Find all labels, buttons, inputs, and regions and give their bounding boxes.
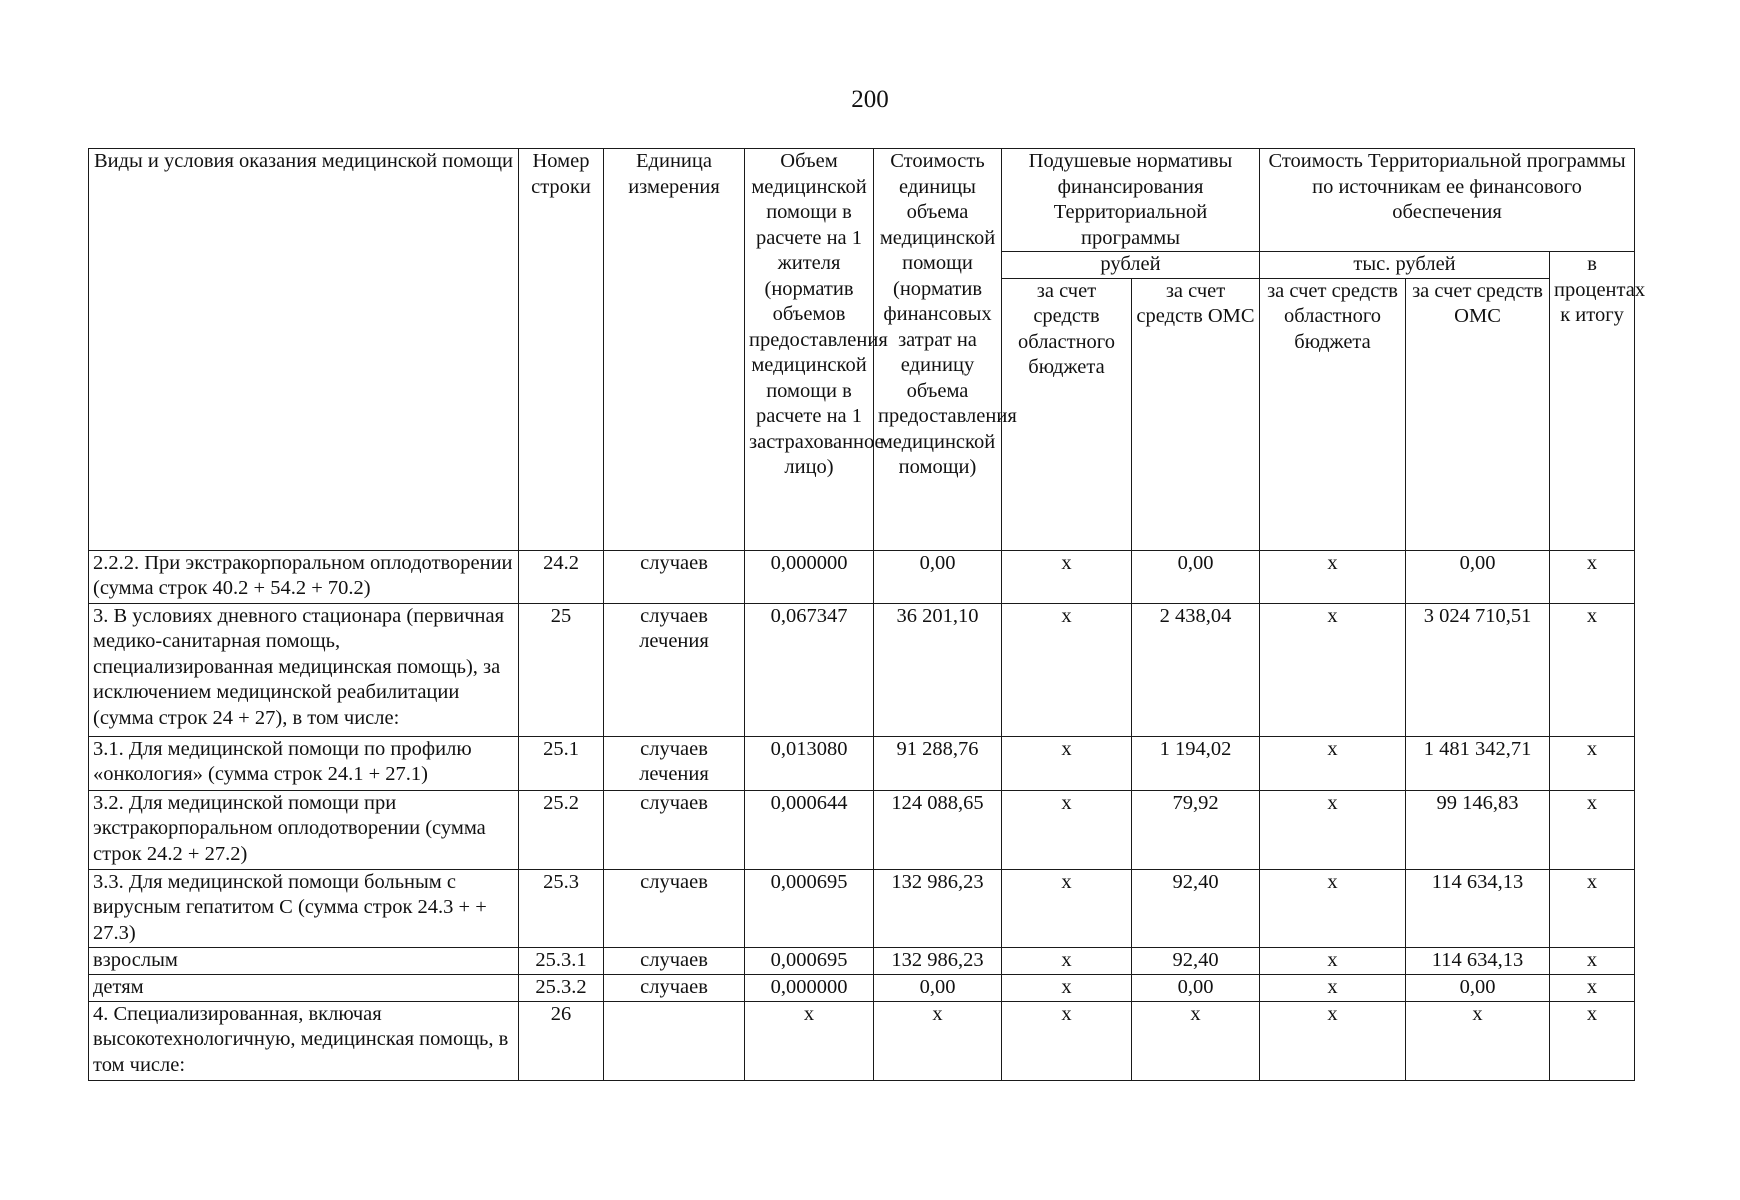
row-pc-budget: х	[1002, 790, 1132, 869]
row-number: 25	[519, 603, 604, 736]
row-tp-oms: 1 481 342,71	[1406, 736, 1550, 790]
row-tp-budget: х	[1260, 974, 1406, 1001]
header-volume: Объем медицинской помощи в расчете на 1 жителя (норматив объемов предоставления медицинской помощи в расчете на 1 застрахованное лицо)	[745, 149, 874, 551]
row-name: 3.3. Для медицинской помощи больным с вирусным гепатитом С (сумма строк 24.3 + + 27.3)	[89, 869, 519, 947]
row-pc-budget: х	[1002, 1001, 1132, 1080]
row-tp-budget: х	[1260, 736, 1406, 790]
row-pc-budget: х	[1002, 550, 1132, 603]
header-regional-budget-2: за счет средств областного бюджета	[1260, 278, 1406, 550]
table-row	[89, 550, 1635, 603]
row-unit: случаев лечения	[604, 736, 745, 790]
header-oms-funds: за счет средств ОМС	[1132, 278, 1260, 550]
row-volume: 0,000000	[745, 550, 874, 603]
header-thousand-rubles: тыс. рублей	[1260, 252, 1550, 279]
row-pc-budget: х	[1002, 603, 1132, 736]
financing-table	[88, 148, 1646, 1081]
row-pct: х	[1550, 790, 1635, 869]
row-volume: 0,000695	[745, 947, 874, 974]
table-row	[89, 947, 1635, 974]
row-tp-oms: 3 024 710,51	[1406, 603, 1550, 736]
row-cost: 124 088,65	[874, 790, 1002, 869]
row-pc-oms: 79,92	[1132, 790, 1260, 869]
row-tp-oms: 0,00	[1406, 974, 1550, 1001]
row-pct: х	[1550, 603, 1635, 736]
row-tp-oms: х	[1406, 1001, 1550, 1080]
row-unit: случаев	[604, 869, 745, 947]
row-number: 25.2	[519, 790, 604, 869]
row-pct: х	[1550, 736, 1635, 790]
row-pc-budget: х	[1002, 947, 1132, 974]
row-pc-budget: х	[1002, 736, 1132, 790]
header-rubles: рублей	[1002, 252, 1260, 279]
row-number: 26	[519, 1001, 604, 1080]
row-name: взрослым	[89, 947, 519, 974]
row-pct: х	[1550, 869, 1635, 947]
header-percent: в процентах к итогу	[1550, 252, 1635, 551]
row-cost: 36 201,10	[874, 603, 1002, 736]
header-program-cost: Стоимость Территориальной программы по источникам ее финансового обеспечения	[1260, 149, 1635, 252]
row-tp-oms: 99 146,83	[1406, 790, 1550, 869]
row-volume: 0,000644	[745, 790, 874, 869]
row-unit: случаев	[604, 974, 745, 1001]
table-row	[89, 736, 1635, 790]
row-name: 3.1. Для медицинской помощи по профилю «онкология» (сумма строк 24.1 + 27.1)	[89, 736, 519, 790]
table-row	[89, 869, 1635, 947]
row-cost: 0,00	[874, 550, 1002, 603]
row-tp-budget: х	[1260, 603, 1406, 736]
row-pc-oms: 2 438,04	[1132, 603, 1260, 736]
row-volume: 0,067347	[745, 603, 874, 736]
row-name: 2.2.2. При экстракорпоральном оплодотворении (сумма строк 40.2 + 54.2 + 70.2)	[89, 550, 519, 603]
row-tp-budget: х	[1260, 790, 1406, 869]
row-tp-budget: х	[1260, 1001, 1406, 1080]
table-row	[89, 790, 1635, 869]
row-number: 25.1	[519, 736, 604, 790]
row-number: 25.3.2	[519, 974, 604, 1001]
row-cost: х	[874, 1001, 1002, 1080]
row-pc-oms: 92,40	[1132, 869, 1260, 947]
header-type: Виды и условия оказания медицинской помощи	[89, 149, 519, 551]
table-row	[89, 1001, 1635, 1080]
header-regional-budget: за счет средств областного бюджета	[1002, 278, 1132, 550]
row-tp-oms: 114 634,13	[1406, 869, 1550, 947]
row-number: 25.3	[519, 869, 604, 947]
row-pc-oms: 0,00	[1132, 550, 1260, 603]
row-cost: 132 986,23	[874, 869, 1002, 947]
row-pct: х	[1550, 550, 1635, 603]
row-pct: х	[1550, 947, 1635, 974]
row-cost: 91 288,76	[874, 736, 1002, 790]
row-unit	[604, 1001, 745, 1080]
row-name: 3.2. Для медицинской помощи при экстракорпоральном оплодотворении (сумма строк 24.2 + 27.2)	[89, 790, 519, 869]
row-number: 25.3.1	[519, 947, 604, 974]
row-pc-oms: 0,00	[1132, 974, 1260, 1001]
page-number: 200	[851, 86, 889, 113]
row-number: 24.2	[519, 550, 604, 603]
row-tp-budget: х	[1260, 550, 1406, 603]
row-volume: 0,013080	[745, 736, 874, 790]
row-unit: случаев	[604, 947, 745, 974]
row-tp-budget: х	[1260, 947, 1406, 974]
row-pc-oms: 92,40	[1132, 947, 1260, 974]
row-tp-oms: 114 634,13	[1406, 947, 1550, 974]
row-unit: случаев	[604, 550, 745, 603]
row-tp-budget: х	[1260, 869, 1406, 947]
row-unit: случаев	[604, 790, 745, 869]
header-unit: Единица измерения	[604, 149, 745, 551]
row-unit: случаев лечения	[604, 603, 745, 736]
table-row	[89, 974, 1635, 1001]
row-pct: х	[1550, 1001, 1635, 1080]
row-name: 3. В условиях дневного стационара (первичная медико-санитарная помощь, специализированная медицинская помощь), за исключением медицинской реабилитации (сумма строк 24 + 27), в том числе:	[89, 603, 519, 736]
row-tp-oms: 0,00	[1406, 550, 1550, 603]
row-pc-budget: х	[1002, 974, 1132, 1001]
row-name: детям	[89, 974, 519, 1001]
row-volume: 0,000000	[745, 974, 874, 1001]
header-cost-unit: Стоимость единицы объема медицинской помощи (норматив финансовых затрат на единицу объема предоставления медицинской помощи)	[874, 149, 1002, 551]
row-pc-oms: х	[1132, 1001, 1260, 1080]
row-cost: 132 986,23	[874, 947, 1002, 974]
header-oms-funds-2: за счет средств ОМС	[1406, 278, 1550, 550]
header-row-number: Номер строки	[519, 149, 604, 551]
row-name: 4. Специализированная, включая высокотехнологичную, медицинская помощь, в том числе:	[89, 1001, 519, 1080]
header-per-capita: Подушевые нормативы финансирования Территориальной программы	[1002, 149, 1260, 252]
row-pc-budget: х	[1002, 869, 1132, 947]
row-volume: х	[745, 1001, 874, 1080]
row-volume: 0,000695	[745, 869, 874, 947]
row-cost: 0,00	[874, 974, 1002, 1001]
row-pc-oms: 1 194,02	[1132, 736, 1260, 790]
table-row	[89, 603, 1635, 736]
row-pct: х	[1550, 974, 1635, 1001]
